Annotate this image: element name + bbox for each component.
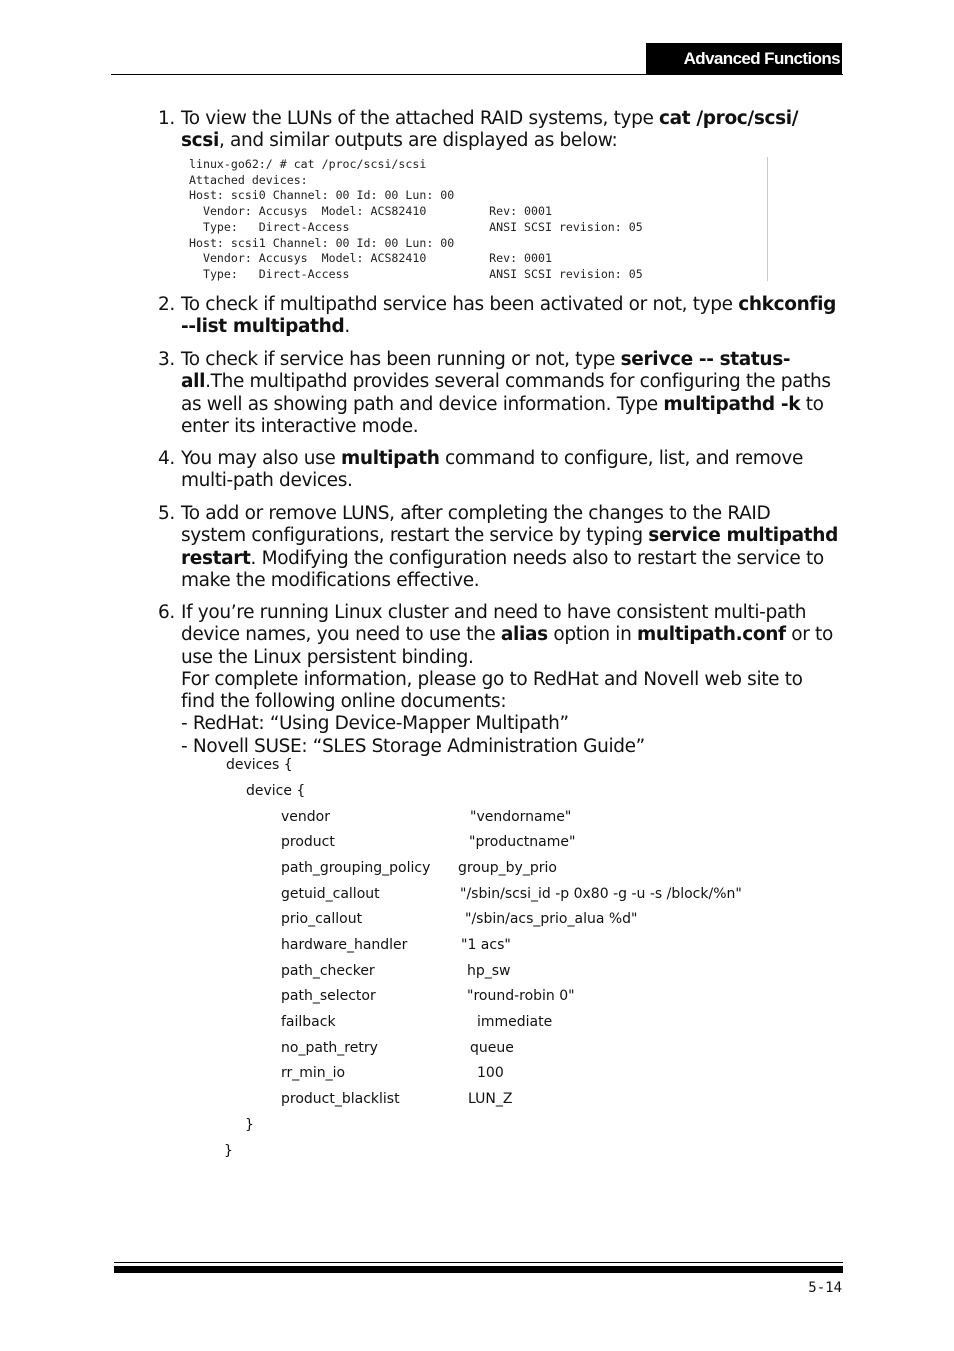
config-value: queue [470,1040,514,1056]
config-key: path_grouping_policy [281,860,431,876]
step-text [181,349,840,438]
config-key: prio_callout [281,911,363,927]
paragraph [181,602,840,669]
step-1 [150,108,840,153]
text: To check if service has been running or not, type [181,349,621,370]
command: cat /proc/scsi/ scsi [181,108,799,152]
config-value: "1 acs" [461,937,511,953]
config-key: hardware_handler [281,937,408,953]
step-text [181,602,840,758]
config-device-open: device { [246,783,306,799]
config-value: "/sbin/acs_prio_alua %d" [465,911,638,927]
config-value: group_by_prio [458,860,557,876]
step-text [181,108,840,153]
command: multipath [340,448,440,469]
terminal-line: Host: scsi0 Channel: 00 Id: 00 Lun: 00 [189,188,455,203]
terminal-line: Host: scsi1 Channel: 00 Id: 00 Lun: 00 [189,235,455,250]
header-rule [111,74,843,75]
doc-reference-redhat: - RedHat: “Using Device-Mapper Multipath” [181,713,569,735]
terminal-output [181,157,768,281]
config-key: product_blacklist [281,1091,400,1107]
config-device-close: } [245,1117,254,1133]
step-number: 6. [158,602,175,623]
config-devices-close: } [224,1143,233,1159]
paragraph: For complete information, please go to RedHat and Novell web site to find the following online documents: [181,668,803,713]
step-4 [150,448,840,493]
step-text [181,294,840,339]
config-key: getuid_callout [281,886,380,902]
config-value: "productname" [469,834,576,850]
terminal-line: Attached devices: [189,172,308,187]
config-value: "vendorname" [470,809,572,825]
config-key: path_checker [281,963,375,979]
keyword: alias [500,624,548,646]
config-key: failback [281,1014,336,1030]
section-title: Advanced Functions [646,43,842,75]
command: multipathd -k [663,393,801,415]
doc-reference-suse: - Novell SUSE: “SLES Storage Administration Guide” [181,735,645,757]
footer-rule-thick [114,1266,843,1273]
terminal-line: Vendor: Accusys Model: ACS82410 Rev: 0001 [189,204,552,219]
step-number: 4. [158,448,175,469]
step-number: 3. [158,349,175,370]
config-key: path_selector [281,988,376,1004]
step-number: 1. [158,108,175,129]
config-value: immediate [477,1014,553,1030]
step-text [181,448,840,493]
config-value: "/sbin/scsi_id -p 0x80 -g -u -s /block/%n" [460,886,742,902]
text: To check if multipathd service has been activated or not, type [181,294,739,315]
text: to enter its interactive mode. [181,393,824,437]
text: option in [547,624,637,646]
config-key: no_path_retry [281,1040,378,1056]
page-number: 5-14 [808,1280,842,1296]
config-value: hp_sw [467,963,511,979]
step-3 [150,349,840,438]
step-number: 2. [158,294,175,315]
command: serivce -- status-all [181,349,791,393]
text: To add or remove LUNS, after completing the changes to the RAID system configurations, restart the service by typing [181,503,771,547]
step-2 [150,294,840,339]
text: . [344,316,350,338]
config-key: vendor [281,809,330,825]
text: .The multipathd provides several commands for configuring the paths as well as showing path and device information. Type [181,371,831,415]
keyword: multipath.conf [637,624,786,646]
text: or to use the Linux persistent binding. [181,624,833,668]
config-value: LUN_Z [468,1091,513,1107]
step-number: 5. [158,503,175,524]
config-value: "round-robin 0" [467,988,575,1004]
step-5 [150,503,840,592]
terminal-line: Type: Direct-Access ANSI SCSI revision: 05 [189,219,643,234]
text: If you’re running Linux cluster and need to have consistent multi-path device names, you need to use the [181,602,807,646]
step-text [181,503,840,592]
config-key: rr_min_io [281,1065,346,1081]
command: chkconfig --list multipathd [181,294,836,338]
terminal-line: linux-go62:/ # cat /proc/scsi/scsi [189,157,427,171]
terminal-line: Type: Direct-Access ANSI SCSI revision: 05 [189,266,643,281]
step-6 [150,602,840,758]
text: To view the LUNs of the attached RAID systems, type [181,108,660,129]
text: . Modifying the configuration needs also to restart the service to make the modifications effective. [181,547,824,591]
config-key: product [281,834,335,850]
footer-rule-thin [114,1262,843,1263]
config-devices-open: devices { [226,757,293,773]
text: You may also use [181,448,341,469]
text: , and similar outputs are displayed as below: [218,130,618,152]
terminal-line: Vendor: Accusys Model: ACS82410 Rev: 0001 [189,251,552,266]
config-value: 100 [477,1065,504,1081]
command: service multipathd restart [181,525,838,569]
text: command to configure, list, and remove multi-path devices. [181,448,803,492]
